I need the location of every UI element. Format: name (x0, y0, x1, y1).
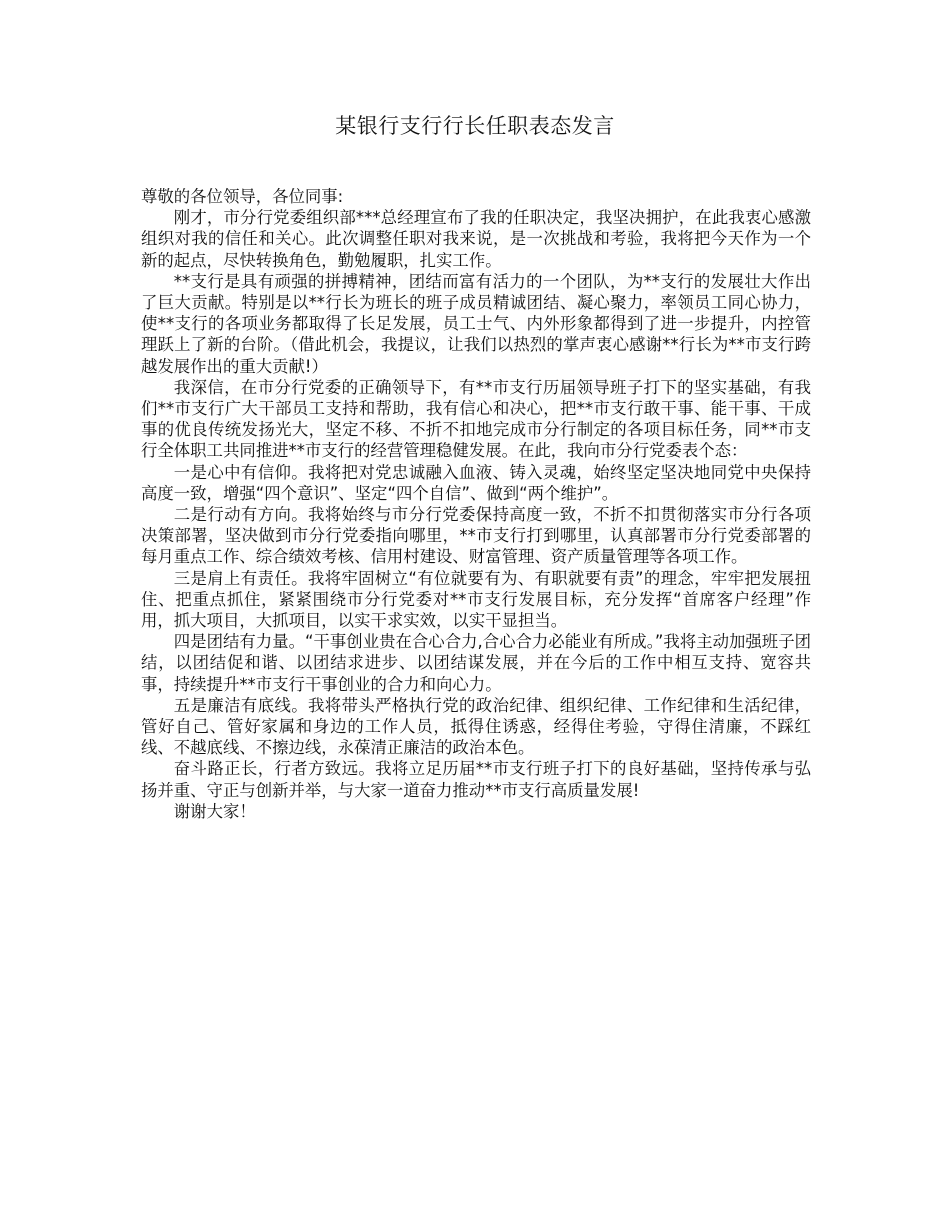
paragraph-thanks: 谢谢大家！ (173, 801, 256, 821)
paragraph-pledge-4: 四是团结有力量。“干事创业贵在合心合力,合心合力必能业有所成。”我将主动加强班子团结，以团结促和谐、以团结求进步、以团结谋发展，并在今后的工作中相互支持、宽容共事，持续提升**市支行干事创业的合力和向心力。 (141, 632, 811, 694)
paragraph-opening: 刚才，市分行党委组织部***总经理宣布了我的任职决定，我坚决拥护，在此我衷心感激组织对我的信任和关心。此次调整任职对我来说，是一次挑战和考验，我将把今天作为一个新的起点，尽快转换角色，勤勉履职，扎实工作。 (141, 208, 811, 270)
paragraph-pledge-2: 二是行动有方向。我将始终与市分行党委保持高度一致，不折不扣贯彻落实市分行各项决策部署，坚决做到市分行党委指向哪里，**市支行打到哪里，认真部署市分行党委部署的每月重点工作、综合绩效考核、信用村建设、财富管理、资产质量管理等各项工作。 (141, 505, 811, 567)
salutation: 尊敬的各位领导，各位同事: (141, 187, 344, 206)
document-title: 某银行支行行长任职表态发言 (335, 114, 615, 138)
paragraph-team: **支行是具有顽强的拼搏精神，团结而富有活力的一个团队，为**支行的发展壮大作出了巨大贡献。特别是以**行长为班长的班子成员精诚团结、凝心聚力，率领员工同心协力，使**支行的各项业务都取得了长足发展，员工士气、内外形象都得到了进一步提升，内控管理跃上了新的台阶。（借此机会，我提议，让我们以热烈的掌声衷心感谢**行长为**市支行跨越发展作出的重大贡献!） (141, 271, 811, 376)
paragraph-pledge-1: 一是心中有信仰。我将把对党忠诚融入血液、铸入灵魂，始终坚定坚决地同党中央保持高度一致，增强“四个意识”、坚定“四个自信”、做到“两个维护”。 (141, 462, 811, 503)
paragraph-closing: 奋斗路正长，行者方致远。我将立足历届**市支行班子打下的良好基础，坚持传承与弘扬并重、守正与创新并举，与大家一道奋力推动**市支行高质量发展! (141, 759, 811, 800)
paragraph-pledge-3: 三是肩上有责任。我将牢固树立“有位就要有为、有职就要有责”的理念，牢牢把发展扭住、把重点抓住，紧紧围绕市分行党委对**市支行发展目标，充分发挥“首席客户经理”作用，抓大项目，大抓项目，以实干求实效，以实干显担当。 (141, 568, 811, 631)
paragraph-pledge-5: 五是廉洁有底线。我将带头严格执行党的政治纪律、组织纪律、工作纪律和生活纪律，管好自己、管好家属和身边的工作人员，抵得住诱惑，经得住考验，守得住清廉，不踩红线、不越底线、不擦边线，永葆清正廉洁的政治本色。 (141, 695, 811, 758)
paragraph-confidence: 我深信，在市分行党委的正确领导下，有**市支行历届领导班子打下的坚实基础，有我们**市支行广大干部员工支持和帮助，我有信心和决心，把**市支行敢干事、能干事、干成事的优良传统发扬光大，坚定不移、不折不扣地完成市分行制定的各项目标任务，同**市支行全体职工共同推进**市支行的经营管理稳健发展。在此，我向市分行党委表个态： (141, 377, 811, 461)
document-body (141, 186, 811, 822)
